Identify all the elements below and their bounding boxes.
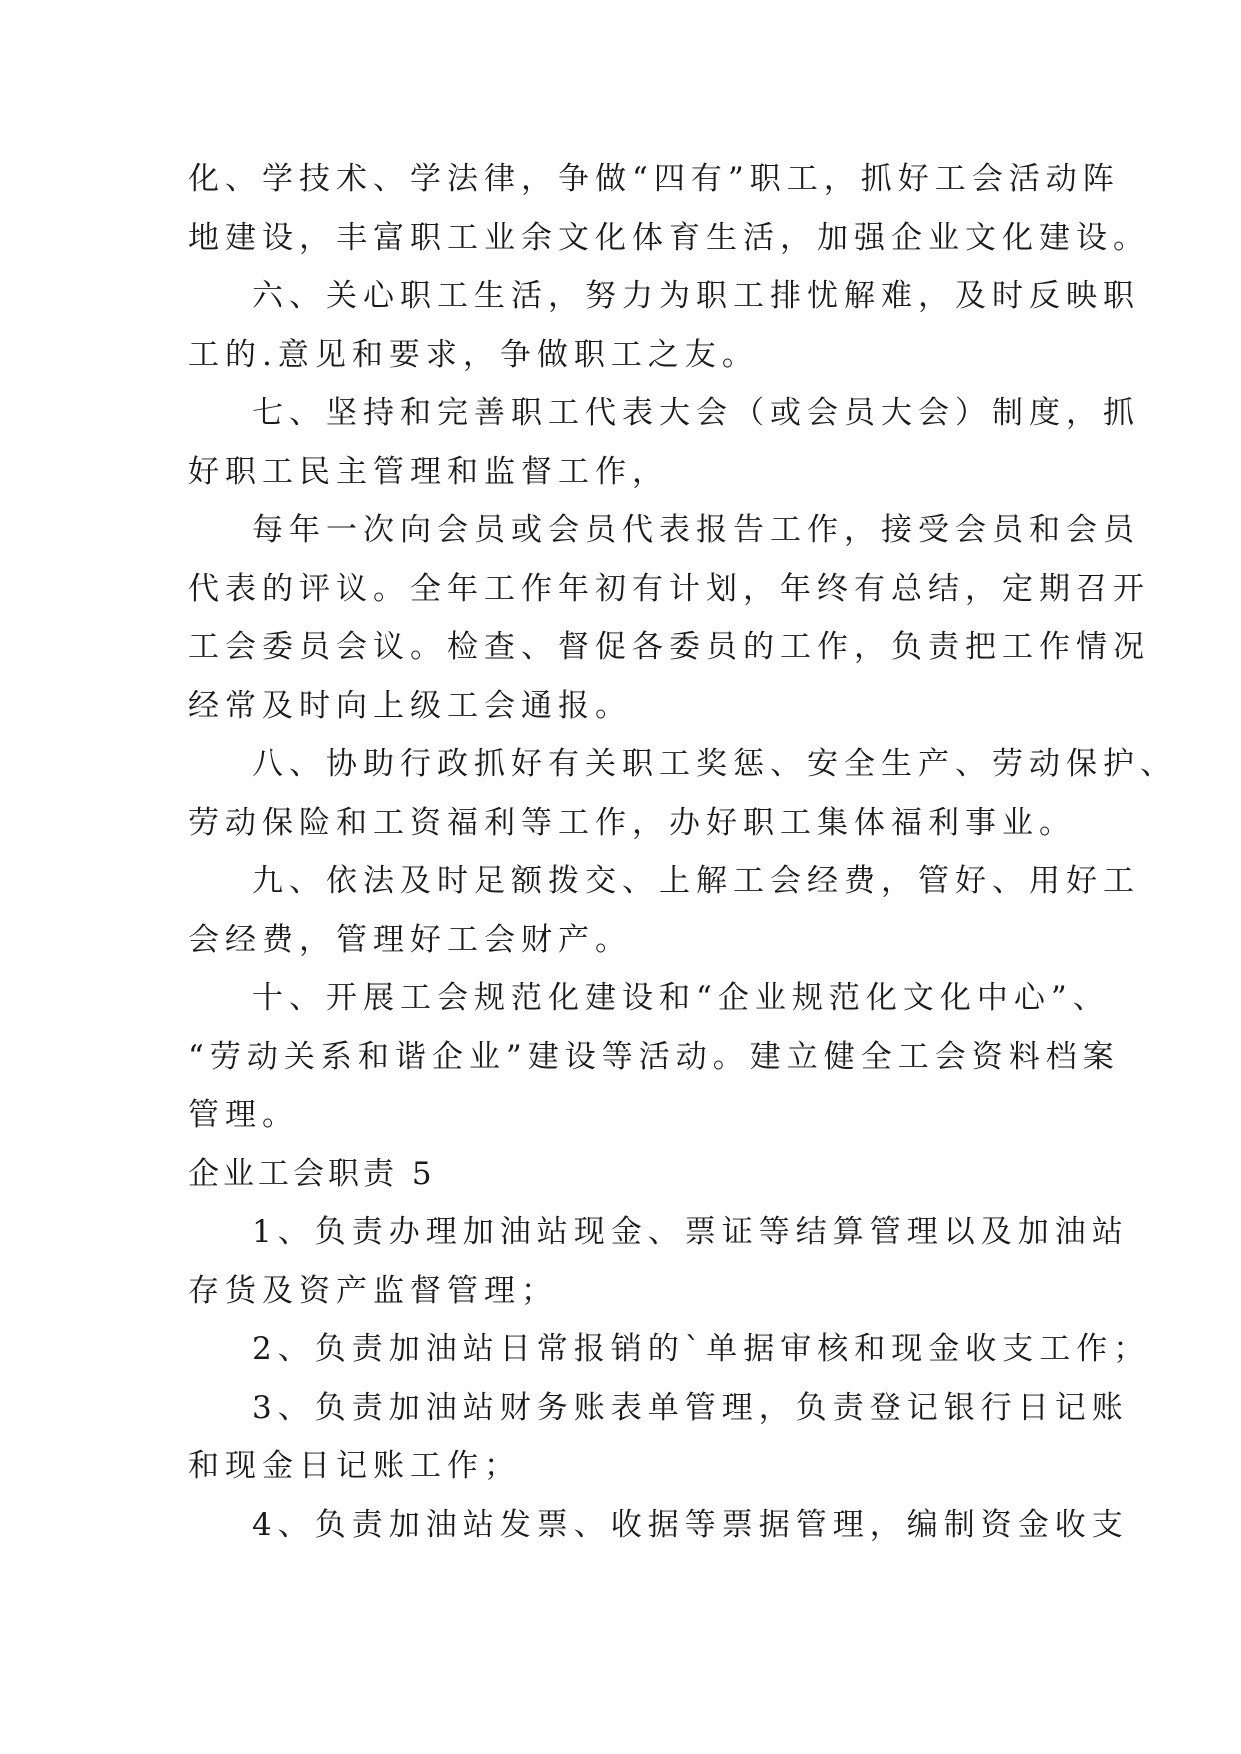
text-line: 八、协助行政抓好有关职工奖惩、安全生产、劳动保护、 (252, 746, 1177, 782)
text-line: 管理。 (188, 1097, 299, 1133)
text-line: 地建设，丰富职工业余文化体育生活，加强企业文化建设。 (188, 219, 1150, 256)
text-line: 七、坚持和完善职工代表大会（或会员大会）制度，抓 (252, 395, 1140, 431)
text-line: 工的.意见和要求，争做职工之友。 (188, 336, 759, 373)
text-line: 1、负责办理加油站现金、票证等结算管理以及加油站 (252, 1214, 1129, 1250)
text-line: 六、关心职工生活，努力为职工排忧解难，及时反映职 (252, 278, 1140, 314)
text-line: 和现金日记账工作； (188, 1448, 521, 1484)
text-line: 4、负责加油站发票、收据等票据管理，编制资金收支 (252, 1506, 1129, 1543)
text-line: 会经费，管理好工会财产。 (188, 921, 632, 958)
text-line: 工会委员会议。检查、督促各委员的工作，负责把工作情况 (188, 629, 1150, 665)
text-line: 每年一次向会员或会员代表报告工作，接受会员和会员 (252, 512, 1140, 548)
text-line: 九、依法及时足额拨交、上解工会经费，管好、用好工 (252, 863, 1140, 899)
text-line: 好职工民主管理和监督工作， (188, 453, 669, 490)
text-line: 3、负责加油站财务账表单管理，负责登记银行日记账 (252, 1389, 1129, 1426)
text-line: “劳动关系和谐企业”建设等活动。建立健全工会资料档案 (188, 1038, 1120, 1075)
text-line: 2、负责加油站日常报销的`单据审核和现金收支工作； (252, 1331, 1151, 1367)
text-line: 化、学技术、学法律，争做“四有”职工，抓好工会活动阵 (188, 161, 1120, 197)
text-line: 经常及时向上级工会通报。 (188, 687, 632, 724)
text-line: 存货及资产监督管理； (188, 1272, 558, 1309)
text-line: 代表的评议。全年工作年初有计划，年终有总结，定期召开 (188, 570, 1150, 607)
document-body (188, 150, 1177, 1554)
text-line: 十、开展工会规范化建设和“企业规范化文化中心”、 (252, 980, 1110, 1016)
text-line: 劳动保险和工资福利等工作，办好职工集体福利事业。 (188, 804, 1076, 841)
section-heading: 企业工会职责 5 (188, 1155, 436, 1192)
